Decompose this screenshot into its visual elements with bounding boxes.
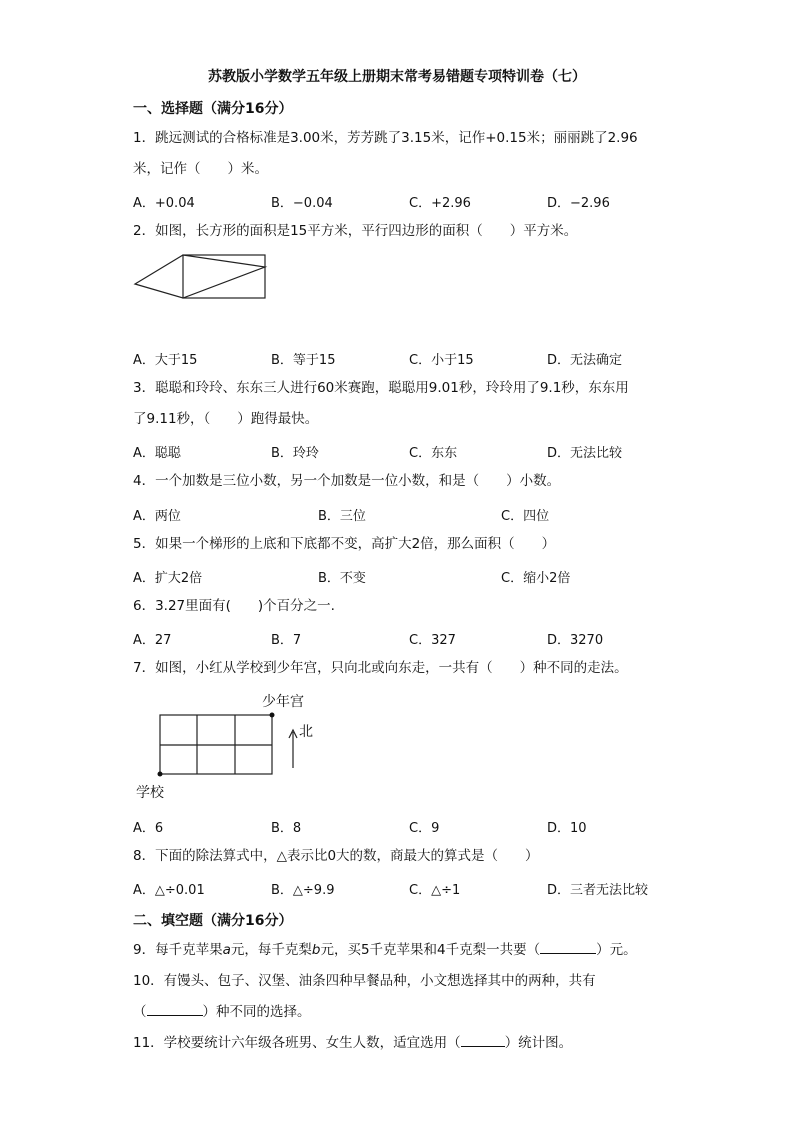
option-c[interactable]: C．+2.96 <box>409 196 471 211</box>
option-d[interactable]: D．−2.96 <box>547 196 610 211</box>
option-d[interactable]: D．三者无法比较 <box>547 883 649 898</box>
option-c[interactable]: C．小于15 <box>409 353 474 368</box>
option-a[interactable]: A．扩大2倍 <box>133 571 203 586</box>
school-label: 学校 <box>136 785 164 801</box>
question-8 <box>133 841 673 872</box>
question-1-line-2: 米，记作（ ）米。 <box>133 161 268 177</box>
option-a[interactable]: A．27 <box>133 633 172 648</box>
question-1-line-1: 1．跳远测试的合格标准是3.00米，芳芳跳了3.15米，记作+0.15米；丽丽跳了2.96 <box>133 130 638 146</box>
question-7-text: 7．如图，小红从学校到少年宫，只向北或向东走，一共有（ ）种不同的走法。 <box>133 660 628 676</box>
question-4-text: 4．一个加数是三位小数，另一个加数是一位小数，和是（ ）小数。 <box>133 473 561 489</box>
parallelogram-rectangle-figure <box>130 250 275 302</box>
option-c[interactable]: C．9 <box>409 821 440 836</box>
question-10-line-1: 10．有馒头、包子、汉堡、油条四种早餐品种，小文想选择其中的两种，共有 <box>133 973 596 989</box>
option-d[interactable]: D．10 <box>547 821 587 836</box>
option-d[interactable]: D．无法比较 <box>547 446 623 461</box>
question-9-text-pre: 9．每千克苹果 <box>133 942 223 958</box>
question-3 <box>133 373 673 435</box>
option-a[interactable]: A．△÷0.01 <box>133 883 205 898</box>
option-b[interactable]: B．−0.04 <box>271 196 333 211</box>
palace-label: 少年宫 <box>262 694 304 710</box>
north-label: 北 <box>299 724 313 740</box>
page-title: 苏教版小学数学五年级上册期末常考易错题专项特训卷（七） <box>208 69 586 85</box>
option-b[interactable]: B．玲玲 <box>271 446 319 461</box>
option-b[interactable]: B．△÷9.9 <box>271 883 335 898</box>
school-point <box>158 772 163 777</box>
question-9-text-end: ）元。 <box>596 942 637 958</box>
option-d[interactable]: D．无法确定 <box>547 353 623 368</box>
option-c[interactable]: C．四位 <box>501 509 550 524</box>
grid-map-figure <box>130 690 330 805</box>
question-2-options <box>133 349 693 369</box>
option-c[interactable]: C．缩小2倍 <box>501 571 571 586</box>
question-10-text-pre: （ <box>133 1004 147 1020</box>
option-b[interactable]: B．8 <box>271 821 302 836</box>
question-2 <box>133 216 673 247</box>
answer-blank[interactable] <box>461 1032 505 1047</box>
question-6-text: 6．3.27里面有( )个百分之一. <box>133 598 335 614</box>
variable-b: b <box>311 942 321 958</box>
question-6-options <box>133 629 693 649</box>
variable-a: a <box>222 942 231 958</box>
question-6 <box>133 591 673 622</box>
option-d[interactable]: D．3270 <box>547 633 604 648</box>
option-a[interactable]: A．大于15 <box>133 353 198 368</box>
question-9-text-mid: 元，每千克梨 <box>230 942 312 958</box>
question-9-text-post: 元，买5千克苹果和4千克梨一共要（ <box>320 942 541 958</box>
question-11 <box>133 1028 673 1059</box>
option-b[interactable]: B．等于15 <box>271 353 336 368</box>
option-c[interactable]: C．东东 <box>409 446 458 461</box>
question-3-line-2: 了9.11秒，（ ）跑得最快。 <box>133 411 319 427</box>
question-9 <box>133 935 693 966</box>
question-8-text: 8．下面的除法算式中，△表示比0大的数，商最大的算式是（ ） <box>133 848 539 864</box>
palace-point <box>270 713 275 718</box>
question-8-options <box>133 879 693 899</box>
question-5 <box>133 529 673 560</box>
option-a[interactable]: A．聪聪 <box>133 446 181 461</box>
section-heading-choice: 一、选择题（满分16分） <box>133 101 293 117</box>
question-10 <box>133 966 673 1028</box>
option-b[interactable]: B．7 <box>271 633 302 648</box>
answer-blank[interactable] <box>540 939 596 954</box>
question-3-line-1: 3．聪聪和玲玲、东东三人进行60米赛跑，聪聪用9.01秒，玲玲用了9.1秒，东东用 <box>133 380 629 396</box>
option-a[interactable]: A．两位 <box>133 509 181 524</box>
option-a[interactable]: A．6 <box>133 821 164 836</box>
question-11-text-post: ）统计图。 <box>504 1035 573 1051</box>
question-10-text-post: ）种不同的选择。 <box>202 1004 311 1020</box>
option-b[interactable]: B．三位 <box>318 509 366 524</box>
question-10-line-2 <box>133 997 673 1028</box>
option-c[interactable]: C．△÷1 <box>409 883 461 898</box>
parallelogram-shape <box>135 255 265 298</box>
question-5-text: 5．如果一个梯形的上底和下底都不变，高扩大2倍，那么面积（ ） <box>133 536 556 552</box>
option-c[interactable]: C．327 <box>409 633 456 648</box>
answer-blank[interactable] <box>147 1001 203 1016</box>
question-5-options <box>133 567 693 587</box>
option-a[interactable]: A．+0.04 <box>133 196 195 211</box>
section-heading-fill: 二、填空题（满分16分） <box>133 913 293 929</box>
question-1 <box>133 123 673 185</box>
question-11-text-pre: 11．学校要统计六年级各班男、女生人数，适宜选用（ <box>133 1035 461 1051</box>
question-4 <box>133 466 673 497</box>
question-7-options <box>133 817 693 837</box>
question-4-options <box>133 505 693 525</box>
question-2-text: 2．如图，长方形的面积是15平方米，平行四边形的面积（ ）平方米。 <box>133 223 578 239</box>
question-1-options <box>133 192 693 212</box>
option-b[interactable]: B．不变 <box>318 571 366 586</box>
question-7 <box>133 653 673 684</box>
question-3-options <box>133 442 693 462</box>
